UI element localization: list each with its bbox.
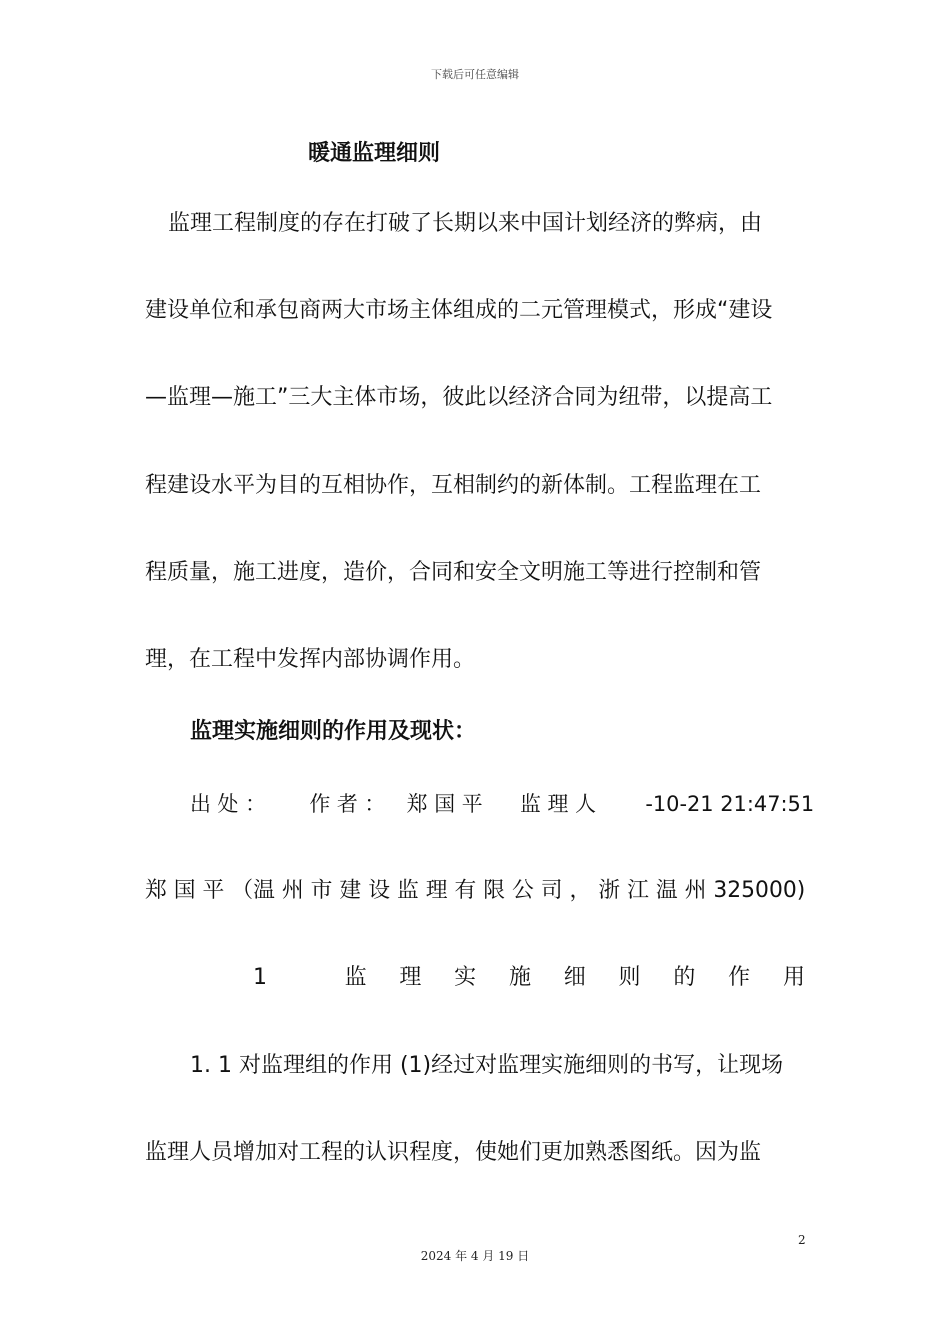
paragraph-line: —监理—施工”三大主体市场，彼此以经济合同为纽带，以提高工 (145, 385, 773, 410)
source-label: 出 处 ： (190, 792, 267, 816)
author-label: 作 者 ： (309, 792, 386, 816)
paragraph-line: 程建设水平为目的互相协作，互相制约的新体制。工程监理在工 (145, 473, 762, 498)
section-heading (253, 963, 805, 993)
author-name: 郑 国 平 (406, 792, 483, 816)
paragraph-line: 监理人员增加对工程的认识程度，使她们更加熟悉图纸。因为监 (145, 1140, 762, 1165)
paragraph-line: 监理工程制度的存在打破了长期以来中国计划经济的弊病，由 (168, 211, 763, 236)
section-heading-char: 的 (673, 965, 696, 990)
section-heading-char: 细 (563, 965, 586, 990)
section-number: 1 (253, 965, 267, 990)
page-number: 2 (798, 1233, 806, 1247)
author-role: 监 理 人 (519, 792, 596, 816)
section-heading-char: 则 (618, 965, 641, 990)
section-heading-char: 实 (454, 965, 477, 990)
section-heading-char: 用 (782, 965, 805, 990)
paragraph-line: 1. 1 对监理组的作用 (1)经过对监理实施细则的书写，让现场 (190, 1053, 784, 1078)
document-title: 暖通监理细则 (308, 141, 441, 166)
section-heading-char: 监 (344, 965, 367, 990)
paragraph-line: 理，在工程中发挥内部协调作用。 (145, 647, 476, 672)
paragraph-line: 建设单位和承包商两大市场主体组成的二元管理模式，形成“建设 (145, 298, 773, 323)
publish-datetime: -10-21 21:47:51 (645, 792, 815, 816)
page-footer-date: 2024 年 4 月 19 日 (420, 1249, 530, 1263)
affiliation-line: 郑 国 平 （温 州 市 建 设 监 理 有 限 公 司 ， 浙 江 温 州 325000) (145, 878, 806, 903)
paragraph-line: 程质量，施工进度，造价，合同和安全文明施工等进行控制和管 (145, 560, 762, 585)
section-heading-char: 作 (728, 965, 751, 990)
source-line (190, 789, 815, 819)
subheading: 监理实施细则的作用及现状： (190, 719, 477, 744)
section-heading-char: 理 (399, 965, 422, 990)
section-heading-char: 施 (508, 965, 531, 990)
page-header: 下载后可任意编辑 (431, 68, 519, 81)
